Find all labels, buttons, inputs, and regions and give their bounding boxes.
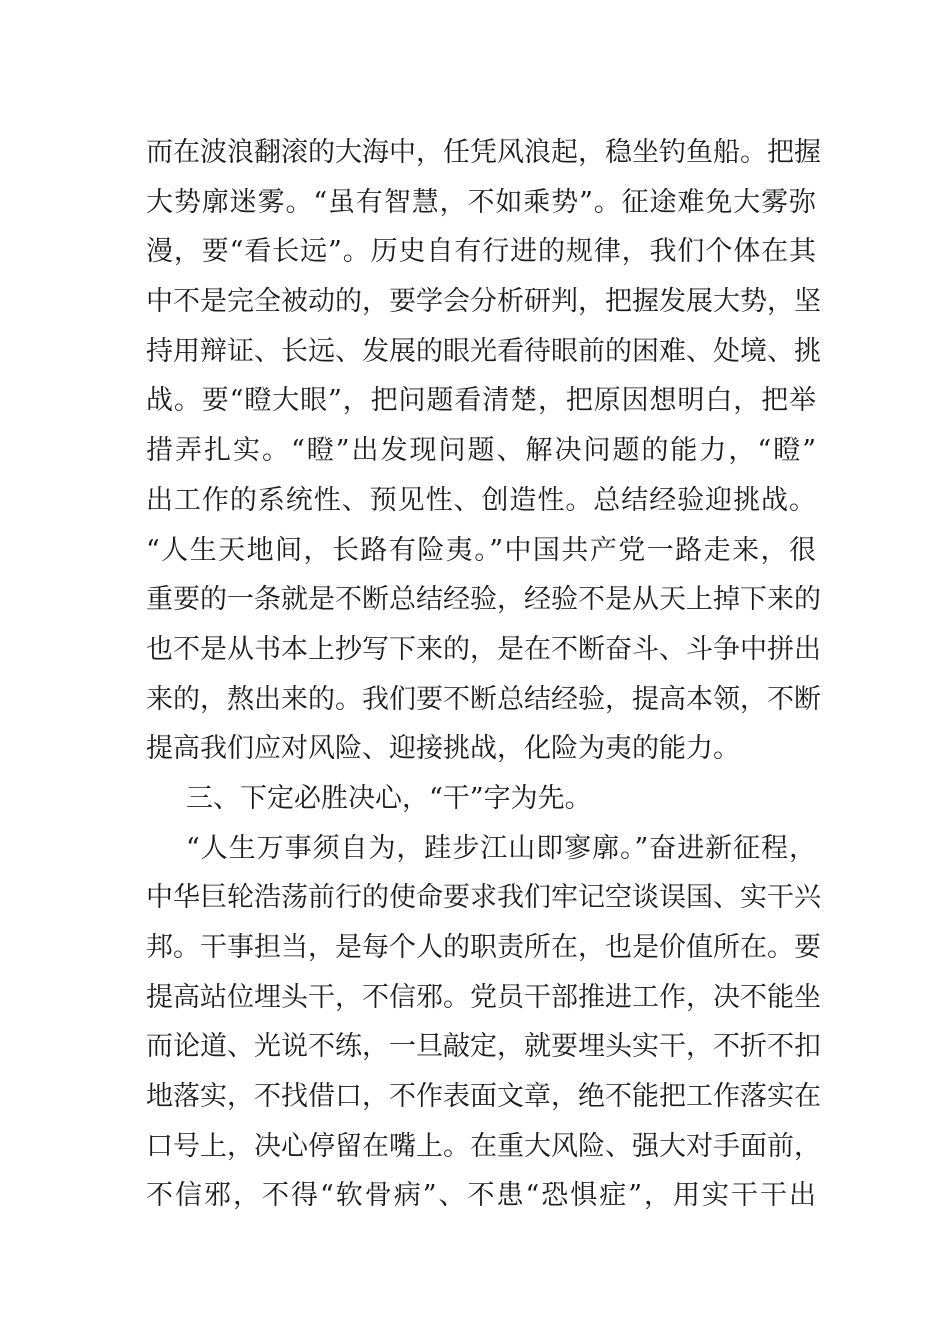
text-line: 大势廓迷雾。“虽有智慧，不如乘势”。征途难免大雾弥 [146,186,816,218]
text-line: 重要的一条就是不断总结经验，经验不是从天上掉下来的 [146,584,821,616]
text-line: 提高我们应对风险、迎接挑战，化险为夷的能力。 [146,733,740,765]
text-line: 而论道、光说不练，一旦敲定，就要埋头实干，不折不扣 [146,1031,821,1063]
text-line: 漫，要“看长远”。历史自有行进的规律，我们个体在其 [146,236,816,268]
text-line: 邦。干事担当，是每个人的职责所在，也是价值所在。要 [146,932,821,963]
body-text [146,128,821,1221]
text-line: 而在波浪翻滚的大海中，任凭风浪起，稳坐钓鱼船。把握 [146,137,821,168]
text-line: “人生万事须自为，跬步江山即寥廓。”奋进新征程， [186,832,816,864]
text-line: 提高站位埋头干，不信邪。党员干部推进工作，决不能坐 [146,981,821,1013]
text-line: 中华巨轮浩荡前行的使命要求我们牢记空谈误国、实干兴 [146,882,821,914]
text-line: 也不是从书本上抄写下来的，是在不断奋斗、斗争中拼出 [146,633,821,665]
text-line: “人生天地间，长路有险夷。”中国共产党一路走来，很 [146,534,816,566]
text-line: 口号上，决心停留在嘴上。在重大风险、强大对手面前， [146,1130,821,1162]
text-line: 中不是完全被动的，要学会分析研判，把握发展大势，坚 [146,286,821,318]
text-line: 来的，熬出来的。我们要不断总结经验，提高本领，不断 [146,683,821,715]
text-line: 措弄扎实。“瞪”出发现问题、解决问题的能力，“瞪” [146,435,816,467]
section-heading: 三、下定必胜决心，“干”字为先。 [186,782,592,814]
text-line: 出工作的系统性、预见性、创造性。总结经验迎挑战。 [146,484,816,516]
text-line: 地落实，不找借口，不作表面文章，绝不能把工作落实在 [146,1081,821,1113]
text-line: 持用辩证、长远、发展的眼光看待眼前的困难、处境、挑 [146,335,821,367]
text-line: 不信邪，不得“软骨病”、不患“恐惧症”，用实干干出 [146,1180,816,1212]
text-line: 战。要“瞪大眼”，把问题看清楚，把原因想明白，把举 [146,385,816,417]
